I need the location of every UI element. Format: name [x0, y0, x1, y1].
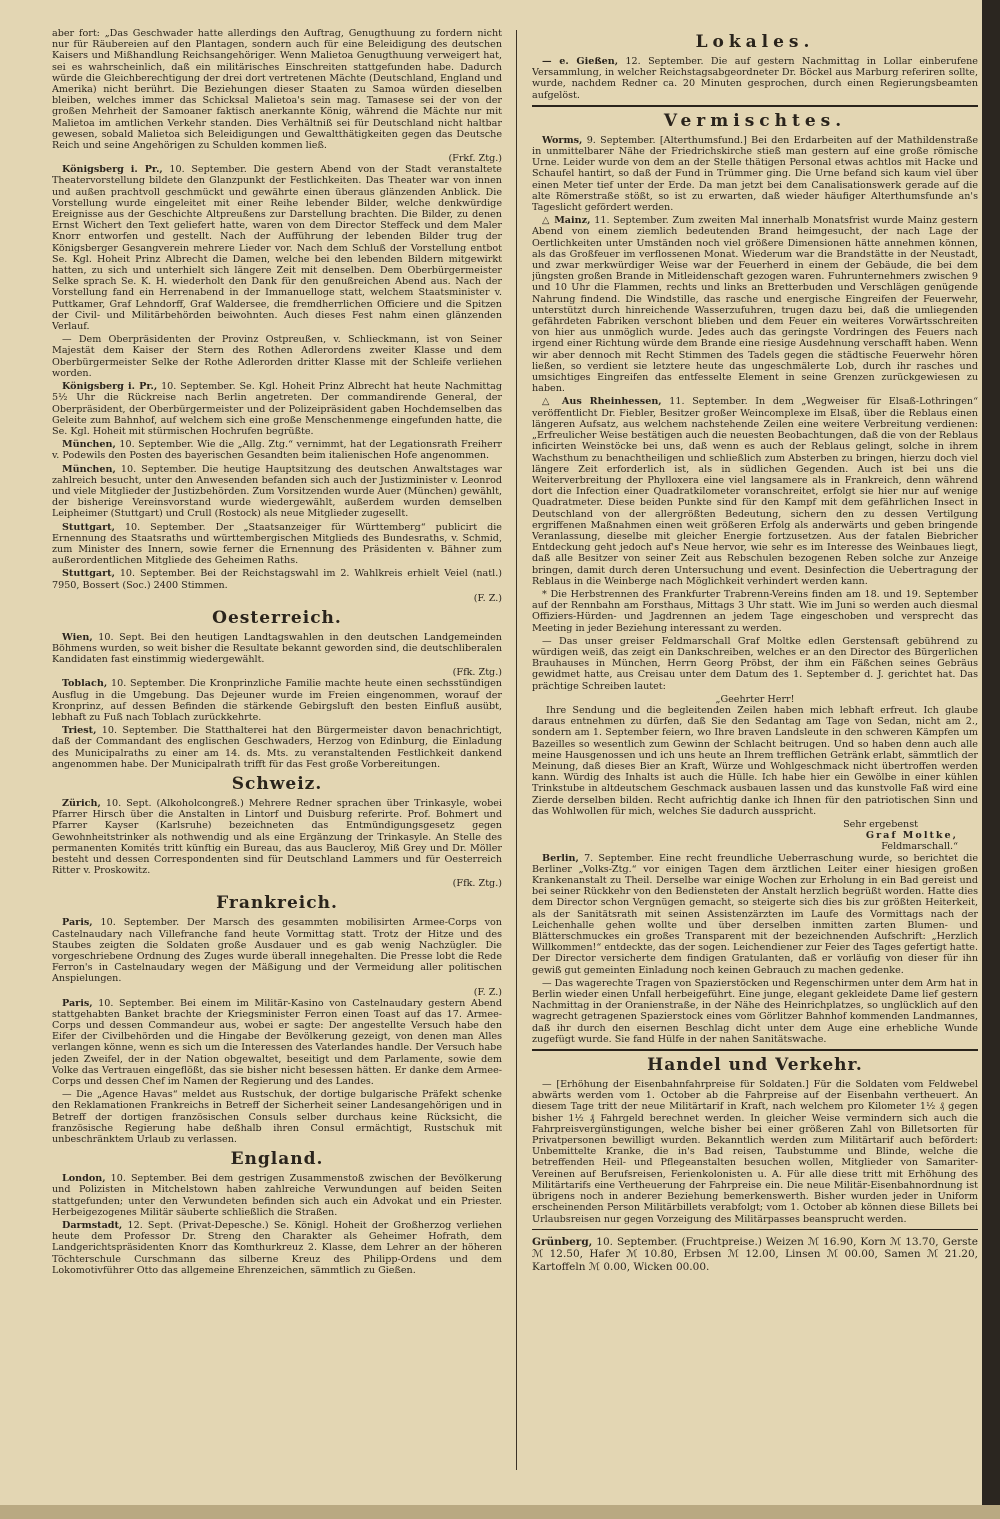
- article: Königsberg i. Pr., 10. September. Se. Kgl. Hoheit Prinz Albrecht hat heute Nachmittag 5½ Uhr die Rückreise nach Berlin angetreten. Der commandirende General, der Oberpräsident, der Oberbürgermeister und der Polizeipräsident gaben Hochdemselben das Geleite zum Bahnhof, auf welchem sich eine große Menschenmenge eingefunden hatte, die Se. Kgl. Hoheit mit stürmischen Hochrufen begrüßte.: [52, 381, 502, 437]
- section-rule: [532, 105, 978, 107]
- article: Paris, 10. September. Der Marsch des gesammten mobilisirten Armee-Corps von Castelnaudary nach Villefranche fand heute Vormittag statt. Trotz der Hitze und des Staubes zeigten die Soldaten große Ausdauer und es gab wenig Nachzügler. Die vorgeschriebene Ordnung des Zuges wurde überall innegehalten. Die Presse lobt die Rede Ferron's in Castelnaudary wegen der Mäßigung und der Vermeidung aller politischen Anspielungen.: [52, 917, 502, 985]
- article: Wien, 10. Sept. Bei den heutigen Landtagswahlen in den deutschen Landgemeinden Böhmens wurden, so weit bisher die Resultate bekannt geworden sind, die deutschliberalen Kandidaten fast einstimmig wiedergewählt.: [52, 631, 502, 666]
- article: * Die Herbstrennen des Frankfurter Trabrenn-Vereins finden am 18. und 19. September auf der Rennbahn am Forsthaus, Mittags 3 Uhr statt. Wie im Juni so werden auch diesmal Offiziers-Hürden- und Jagdrennen an jedem Tage eingeschoben und versprecht das Meeting in jeder Beziehung interessant zu werden.: [532, 588, 978, 634]
- section-heading-handel: Handel und Verkehr.: [647, 1055, 863, 1076]
- article: Triest, 10. September. Die Statthalterei hat den Bürgermeister davon benachrichtigt, daß der Commandant des englischen Geschwaders, Herzog von Edinburg, die Einladung des Municipalraths zu einer am 14. ds. Mts. zu veranstaltenden Festlichkeit dankend angenommen habe. Der Municipalrath trifft für das Fest große Vorbereitungen.: [52, 725, 502, 770]
- section-heading-vermischtes: Vermischtes.: [663, 110, 847, 131]
- article: Zürich, 10. Sept. (Alkoholcongreß.) Mehrere Redner sprachen über Trinkasyle, wobei Pfarrer Hirsch über die Anstalten in Lintorf und Duisburg referirte. Prof. Bohmert und Pfarrer Kayser (Karlsruhe) bezeichneten das Entmündigungsgesetz gegen Gewohnheitstrinker als nothwendig und als eine Ergänzung der Trinkasyle. An Stelle des permanenten Komités tritt künftig ein Bureau, das aus Baucleroy, Miß Grey und Dr. Möller besteht und dessen Correspondenten sind für Deutschland Lammers und für Oesterreich Ritter v. Proskowitz.: [52, 797, 502, 877]
- column-divider: [516, 30, 517, 1470]
- letter-greeting: „Geehrter Herr!: [715, 693, 795, 705]
- article: — Das unser greiser Feldmarschall Graf Moltke edlen Gerstensaft gebührend zu würdigen weiß, das zeigt ein Dankschreiben, welches er an den Director des Bürgerlichen Brauhauses in München, Herrn Georg Pröbst, der ihm ein Fäßchen seines Gebräus gewidmet hatte, aus Creisau unter dem Datum des 1. September d. J. gerichtet hat. Das prächtige Schreiben lautet:: [532, 635, 978, 692]
- letter-rank: Feldmarschall.“: [881, 841, 958, 853]
- source-note: (Ffk. Ztg.): [452, 667, 502, 679]
- source-note: (Frkf. Ztg.): [448, 153, 502, 165]
- article: München, 10. September. Wie die „Allg. Ztg.“ vernimmt, hat der Legationsrath Freiherr v. Podewils den Posten des bayerischen Gesandten beim italienischen Hofe angenommen.: [52, 439, 502, 462]
- page-bottom-edge: [0, 1505, 1000, 1519]
- article: — Dem Oberpräsidenten der Provinz Ostpreußen, v. Schlieckmann, ist von Seiner Majestät dem Kaiser der Stern des Rothen Adlerordens zweiter Klasse und dem Oberbürgermeister Selke der Rothe Adlerorden dritter Klasse mit der Schleife verliehen worden.: [52, 334, 502, 379]
- letter-signature: Graf Moltke,: [865, 830, 958, 842]
- article: — [Erhöhung der Eisenbahnfahrpreise für Soldaten.] Für die Soldaten vom Feldwebel abwärts werden vom 1. October ab die Fahrpreise auf der Eisenbahn vertheuert. An diesem Tage tritt der neue Militärtarif in Kraft, nach welchem pro Kilometer 1½ ₰ gegen bisher 1½ ₰ Fahrgeld berechnet werden. In gleicher Weise vermindern sich auch die Fahrpreisvergünstigungen, welche bisher bei einer größeren Zahl von Billetsorten für Privatpersonen bewilligt wurden. Bekanntlich werden zum Militärtarif auch befördert: Unbemittelte Kranke, die in's Bad reisen, Taubstumme und Blinde, welche die betreffenden Heil- und Pflegeanstalten besuchen wollen, Mitglieder von Samariter-Vereinen auf Berufsreisen, Ferienkolonisten u. A. Für alle diese tritt mit Erhöhung des Militärtarifs eine Vertheuerung der Fahrpreise ein. Die neue Militär-Eisenbahnordnung ist übrigens noch in anderer Beziehung bemerkenswerth. Bisher wurden jeder in Uniform erscheinenden Person Militärbillets verabfolgt; vom 1. October ab können diese Billets bei Urlaubsreisen nur gegen Vorzeigung des Militärpasses beansprucht werden.: [532, 1079, 978, 1225]
- left-column: [52, 28, 502, 1488]
- article: △ Aus Rheinhessen, 11. September. In dem „Wegweiser für Elsaß-Lothringen“ veröffentlicht Dr. Fiebler, Besitzer großer Weincomplexe im Elsaß, über die Reblaus einen längeren Aufsatz, aus welchem nachstehende Zeilen eine weitere Verbreitung verdienen: „Erfreulicher Weise bestätigen auch die neuesten Beobachtungen, daß die von der Reblaus inficirten Weinstöcke bei uns, daß wenn es auch der Reblaus gelingt, solche in ihrem Wachsthum zu benachtheiligen und schließlich zum Absterben zu bringen, hierzu doch viel längere Zeit erforderlich ist, als in südlichen Gegenden. Auch ist bei uns die Weiterverbreitung der Phylloxera eine viel langsamere als in Frankreich, denn während dort die Infection einer Quadratkilometer voranschreitet, erfolgt sie hier nur auf wenige Quadratmeter. Diese beiden Punkte sind für den Kampf mit dem gefährlichen Insect in Deutschland von der allergrößten Bedeutung, sichern den zu dessen Vertilgung ergriffenen Maßnahmen einen weit größeren Erfolg als anderwärts und geben bringende Veranlassung, dieselbe mit gleicher Energie fortzusetzen. Aus der fatalen Biebricher Entdeckung geht jedoch auf's Neue hervor, wie sehr es im Interesse des Weinbaues liegt, daß alle Besitzer von seiner Zeit aus Rebschulen bezogenen Reben solche zur Anzeige bringen, damit durch deren Untersuchung und event. Desinfection die Uebertragung der Reblaus in die Weinberge nach Möglichkeit verhindert werden kann.: [532, 396, 978, 587]
- section-heading-frankreich: Frankreich.: [216, 893, 338, 914]
- page-edge-shadow: [982, 0, 1000, 1519]
- article: △ Mainz, 11. September. Zum zweiten Mal innerhalb Monatsfrist wurde Mainz gestern Abend von einem ziemlich bedeutenden Brand heimgesucht, der nach Lage der Oertlichkeiten unter Umständen noch viel größere Dimensionen hätte annehmen können, als das Großfeuer im verflossenen Monat. Wiederum war die Brandstätte in der Neustadt, und zwar merkwürdiger Weise war der Feuerherd in einem der Gebäude, die bei dem jüngsten großen Brande in Mitleidenschaft gezogen waren. Fuhrunternehmers zwischen 9 und 10 Uhr die Flammen, rechts und links an Bretterbuden und Verschlägen genügende Nahrung findend. Die Windstille, das rasche und energische Eingreifen der Feuerwehr, unterstützt durch hinreichende Wasserzufuhren, trugen dazu bei, daß die umliegenden gefährdeten Fabriken verschont blieben und dem Feuer ein weiteres Vorwärtsschreiten von hier aus unmöglich wurde. Jedes auch das geringste Vordringen des Feuers nach irgend einer Richtung würde dem Brande eine riesige Ausdehnung verschafft haben. Wenn wir aber dennoch mit Recht Stimmen des Tadels gegen die städtische Feuerwehr hören ließen, so verdient sie letztere heute das ungeschmälerte Lob, durch ihr rasches und umsichtiges Eingreifen das entfesselte Element in seine Grenzen zurückgewiesen zu haben.: [532, 215, 978, 395]
- article: Paris, 10. September. Bei einem im Militär-Kasino von Castelnaudary gestern Abend stattgehabten Banket brachte der Kriegsminister Ferron einen Toast auf das 17. Armee-Corps und dessen Commandeur aus, wobei er sagte: Der angestellte Versuch habe den Eifer der Civilbehörden und die Hingabe der Bevölkerung gezeigt, von denen man Alles verlangen könne, wenn es sich um die Interessen des Vaterlandes handle. Der Versuch habe jeden Zweifel, der in der Nation obgewaltet, beseitigt und dem Parlamente, sowie dem Volke das Vertrauen eingeflößt, das sie bisher nicht besessen hätten. Er danke dem Armee-Corps und dessen Chef im Namen der Regierung und des Landes.: [52, 997, 502, 1088]
- source-note: (Ffk. Ztg.): [452, 878, 502, 890]
- section-heading-lokales: Lokales.: [695, 32, 815, 52]
- article: Worms, 9. September. [Alterthumsfund.] Bei den Erdarbeiten auf der Mathildenstraße in unmittelbarer Nähe der Friedrichskirche stieß man gestern auf eine große römische Urne. Leider wurde von dem an der Stelle thätigen Personal etwas achtlos mit Hacke und Schaufel hantirt, so daß der Fund in Trümmer ging. Die Urne befand sich kaum viel über einen Meter tief unter der Erde. Da man jetzt bei dem Canalisationswerk gerade auf die alte Römerstraße stößt, so ist zu erwarten, daß wieder häufiger Alterthumsfunde an's Tageslicht gefördert werden.: [532, 134, 978, 214]
- moltke-letter: [532, 694, 978, 853]
- article: London, 10. September. Bei dem gestrigen Zusammenstoß zwischen der Bevölkerung und Polizisten in Mitchelstown haben zahlreiche Verwundungen auf beiden Seiten stattgefunden; unter den Verwundeten befinden sich auch ein Advokat und ein Priester. Herbeigezogenes Militär säuberte schließlich die Straßen.: [52, 1173, 502, 1218]
- article: — Die „Agence Havas“ meldet aus Rustschuk, der dortige bulgarische Präfekt schenke den Reklamationen Frankreichs in Betreff der Sicherheit seiner Landesangehörigen und in Betreff der dortigen französischen Consuls selber durchaus keine Rücksicht, die französische Regierung habe deßhalb ihren Consul ermächtigt, Rustschuk mit unbeschränktem Urlaub zu verlassen.: [52, 1089, 502, 1146]
- market-prices: Grünberg, 10. September. (Fruchtpreise.) Weizen ℳ 16.90, Korn ℳ 13.70, Gerste ℳ 12.50, Hafer ℳ 10.80, Erbsen ℳ 12.00, Linsen ℳ 00.00, Samen ℳ 21.20, Kartoffeln ℳ 0.00, Wicken 00.00.: [532, 1235, 978, 1273]
- article: Toblach, 10. September. Die Kronprinzliche Familie machte heute einen sechsstündigen Ausflug in die Umgebung. Das Dejeuner wurde im Freien eingenommen, worauf der Kronprinz, auf dessen Befinden die stärkende Gebirgsluft den besten Einfluß ausübt, lebhaft zu Fuß nach Toblach zurückkehrte.: [52, 678, 502, 723]
- intro-paragraph: aber fort: „Das Geschwader hatte allerdings den Auftrag, Genugthuung zu fordern nicht nur für Räubereien auf den Plantagen, sondern auch für eine Beleidigung des deutschen Kaisers und Mißhandlung Reichsangehöriger. Wenn Malietoa Genugthuung verweigert hat, sei es wahrscheinlich, daß ein militärisches Einschreiten stattgefunden habe. Dadurch würde die Gleichberechtigung der drei dort vertretenen Mächte (Deutschland, England und Amerika) nicht berührt. Die Beziehungen dieser Staaten zu Samoa würden dieselben bleiben, welches immer das Schicksal Malietoa's sein mag. Tamasese sei der von der großen Mehrheit der Samoaner faktisch anerkannte König, während die Mächte nur mit Malietoa im amtlichen Verkehr standen. Dies Verhältniß sei für Deutschland nicht haltbar gewesen, sobald Malietoa sich Beleidigungen und Gewaltthätigkeiten gegen das Deutsche Reich und seine Angehörigen zu Schulden kommen ließ.: [52, 28, 502, 152]
- right-column: [532, 28, 978, 1488]
- section-heading-england: England.: [230, 1149, 324, 1170]
- article: Berlin, 7. September. Eine recht freundliche Ueberraschung wurde, so berichtet die Berliner „Volks-Ztg.“ vor einigen Tagen dem ärztlichen Leiter einer hiesigen großen Krankenanstalt zu Theil. Derselbe war einige Wochen zur Erholung in ein Bad gereist und bei seiner Rückkehr von den Bediensteten der Anstalt herzlich begrüßt worden. Hatte dies dem Director schon Vergnügen gemacht, so steigerte sich dies bis zur größten Heiterkeit, als der Sanitätsrath mit seinen Assistenzärzten im Laufe des Vormittags nach der Leichenhalle gehen wollte und über derselben inmitten zarten Blumen- und Blätterschmuckes ein großes Transparent mit der bezeichnenden Aufschrift: „Herzlich Willkommen!“ entdeckte, das der sogen. Leichendiener zur Feier des Tages gefertigt hatte. Der Director versicherte dem findigen Gratulanten, daß er vorläufig von dieser für ihn gewiß gut gemeinten Einladung noch keinen Gebrauch zu machen gedenke.: [532, 852, 978, 976]
- article: — e. Gießen, 12. September. Die auf gestern Nachmittag in Lollar einberufene Versammlung, in welcher Reichstagsabgeordneter Dr. Böckel aus Marburg referiren sollte, wurde, nachdem Redner ca. 20 Minuten gesprochen, durch einen Regierungsbeamten aufgelöst.: [532, 56, 978, 101]
- section-heading-oesterreich: Oesterreich.: [212, 607, 342, 628]
- section-rule: [532, 1229, 978, 1230]
- article: — Das wagerechte Tragen von Spazierstöcken und Regenschirmen unter dem Arm hat in Berlin wieder einen Unfall herbeigeführt. Eine junge, elegant gekleidete Dame lief gestern Nachmittag in der Oranienstraße, in der Nähe des Heinrichplatzes, so unglücklich auf den wagrecht getragenen Spazierstock eines vom Görlitzer Bahnhof kommenden Landmannes, daß ihr durch den eisernen Beschlag dicht unter dem Auge eine erhebliche Wunde zugefügt wurde. Sie fand Hülfe in der nahen Sanitätswache.: [532, 977, 978, 1045]
- source-note: (F. Z.): [473, 592, 502, 604]
- article: München, 10. September. Die heutige Hauptsitzung des deutschen Anwaltstages war zahlreich besucht, unter den Anwesenden befanden sich auch der Justizminister v. Leonrod und viele Mitglieder der Justizbehörden. Zum Vorsitzenden wurde Auer (München) gewählt, der bisherige Vereinsvorstand wurde wiedergewählt, außerdem wurden demselben Leipheimer (Stuttgart) und Crull (Rostock) als neue Mitglieder zugesellt.: [52, 463, 502, 520]
- source-note: (F. Z.): [473, 986, 502, 998]
- section-heading-schweiz: Schweiz.: [231, 773, 323, 794]
- article: Königsberg i. Pr., 10. September. Die gestern Abend von der Stadt veranstaltete Theatervorstellung bildete den Glanzpunkt der Festlichkeiten. Das Theater war von innen und außen prachtvoll geschmückt und gewährte einen überaus glänzenden Anblick. Die Vorstellung wurde eingeleitet mit einer Reihe lebender Bilder, welche denkwürdige Ereignisse aus der Geschichte Altpreußens zur Darstellung brachten. Die Bilder, zu denen Ernst Wichert den Text geliefert hatte, waren von dem Director Steffeck und dem Maler Knorr entworfen und gestellt. Nach der Aufführung der lebenden Bilder trug der Königsberger Gesangverein mehrere Lieder vor. Nach dem Schluß der Vorstellung entbot Se. Kgl. Hoheit Prinz Albrecht die Damen, welche bei den lebenden Bildern mitgewirkt hatten, zu sich und unterhielt sich längere Zeit mit denselben. Dem Oberbürgermeister Selke sprach Se. K. H. wiederholt den Dank für den genußreichen Abend aus. Nach der Vorstellung fand ein Herrenabend in der Immanuelloge statt, welchem Staatsminister v. Puttkamer, Graf Lehndorff, Graf Waldersee, die fremdherrlichen Officiere und die Spitzen der Civil- und Militärbehörden beiwohnten. Auch dieses Fest nahm einen glänzenden Verlauf.: [52, 164, 502, 333]
- article: Stuttgart, 10. September. Der „Staatsanzeiger für Württemberg“ publicirt die Ernennung des Staatsraths und württembergischen Mitglieds des Bundesraths, v. Schmid, zum Minister des Innern, sowie ferner die Ernennung des Präsidenten v. Bähner zum außerordentlichen Mitgliede des Geheimen Raths.: [52, 521, 502, 567]
- letter-body: Ihre Sendung und die begleitenden Zeilen haben mich lebhaft erfreut. Ich glaube daraus entnehmen zu dürfen, daß Sie den Sedantag am Tage von Sedan, nicht am 2., sondern am 1. September feiern, wo Ihre braven Landsleute in den schweren Kämpfen um Bazeilles so wesentlich zum Gewinn der Schlacht beitrugen. Und so haben denn auch alle meine Hausgenossen und ich uns heute an Ihrem trefflichen Getränk erlabt, sämmtlich der Meinung, daß dieses Bier an Kraft, Würze und Wohlgeschmack nicht übertroffen werden kann. Würdig des Inhalts ist auch die Hülle. Ich habe hier ein Gewölbe in einer kühlen Trinkstube in altdeutschem Geschmack ausbauen lassen und das kunstvolle Faß wird eine Zierde derselben bilden. Recht aufrichtig danke ich Ihnen für den patriotischen Sinn und das Wohlwollen für mich, welches Sie dadurch ausspricht.: [532, 704, 978, 817]
- section-rule: [532, 1049, 978, 1051]
- article: Darmstadt, 12. Sept. (Privat-Depesche.) Se. Königl. Hoheit der Großherzog verliehen heute dem Professor Dr. Streng den Charakter als Geheimer Hofrath, dem Landgerichtspräsidenten Knorr das Komthurkreuz 2. Klasse, dem Lehrer an der höheren Töchterschule Curschmann das silberne Kreuz des Philipp-Ordens und dem Lokomotivführer Otto das allgemeine Ehrenzeichen, sämmtlich zu Gießen.: [52, 1220, 502, 1276]
- letter-close: Sehr ergebenst: [843, 819, 918, 830]
- article: Stuttgart, 10. September. Bei der Reichstagswahl im 2. Wahlkreis erhielt Veiel (natl.) 7950, Bossert (Soc.) 2400 Stimmen.: [52, 568, 502, 591]
